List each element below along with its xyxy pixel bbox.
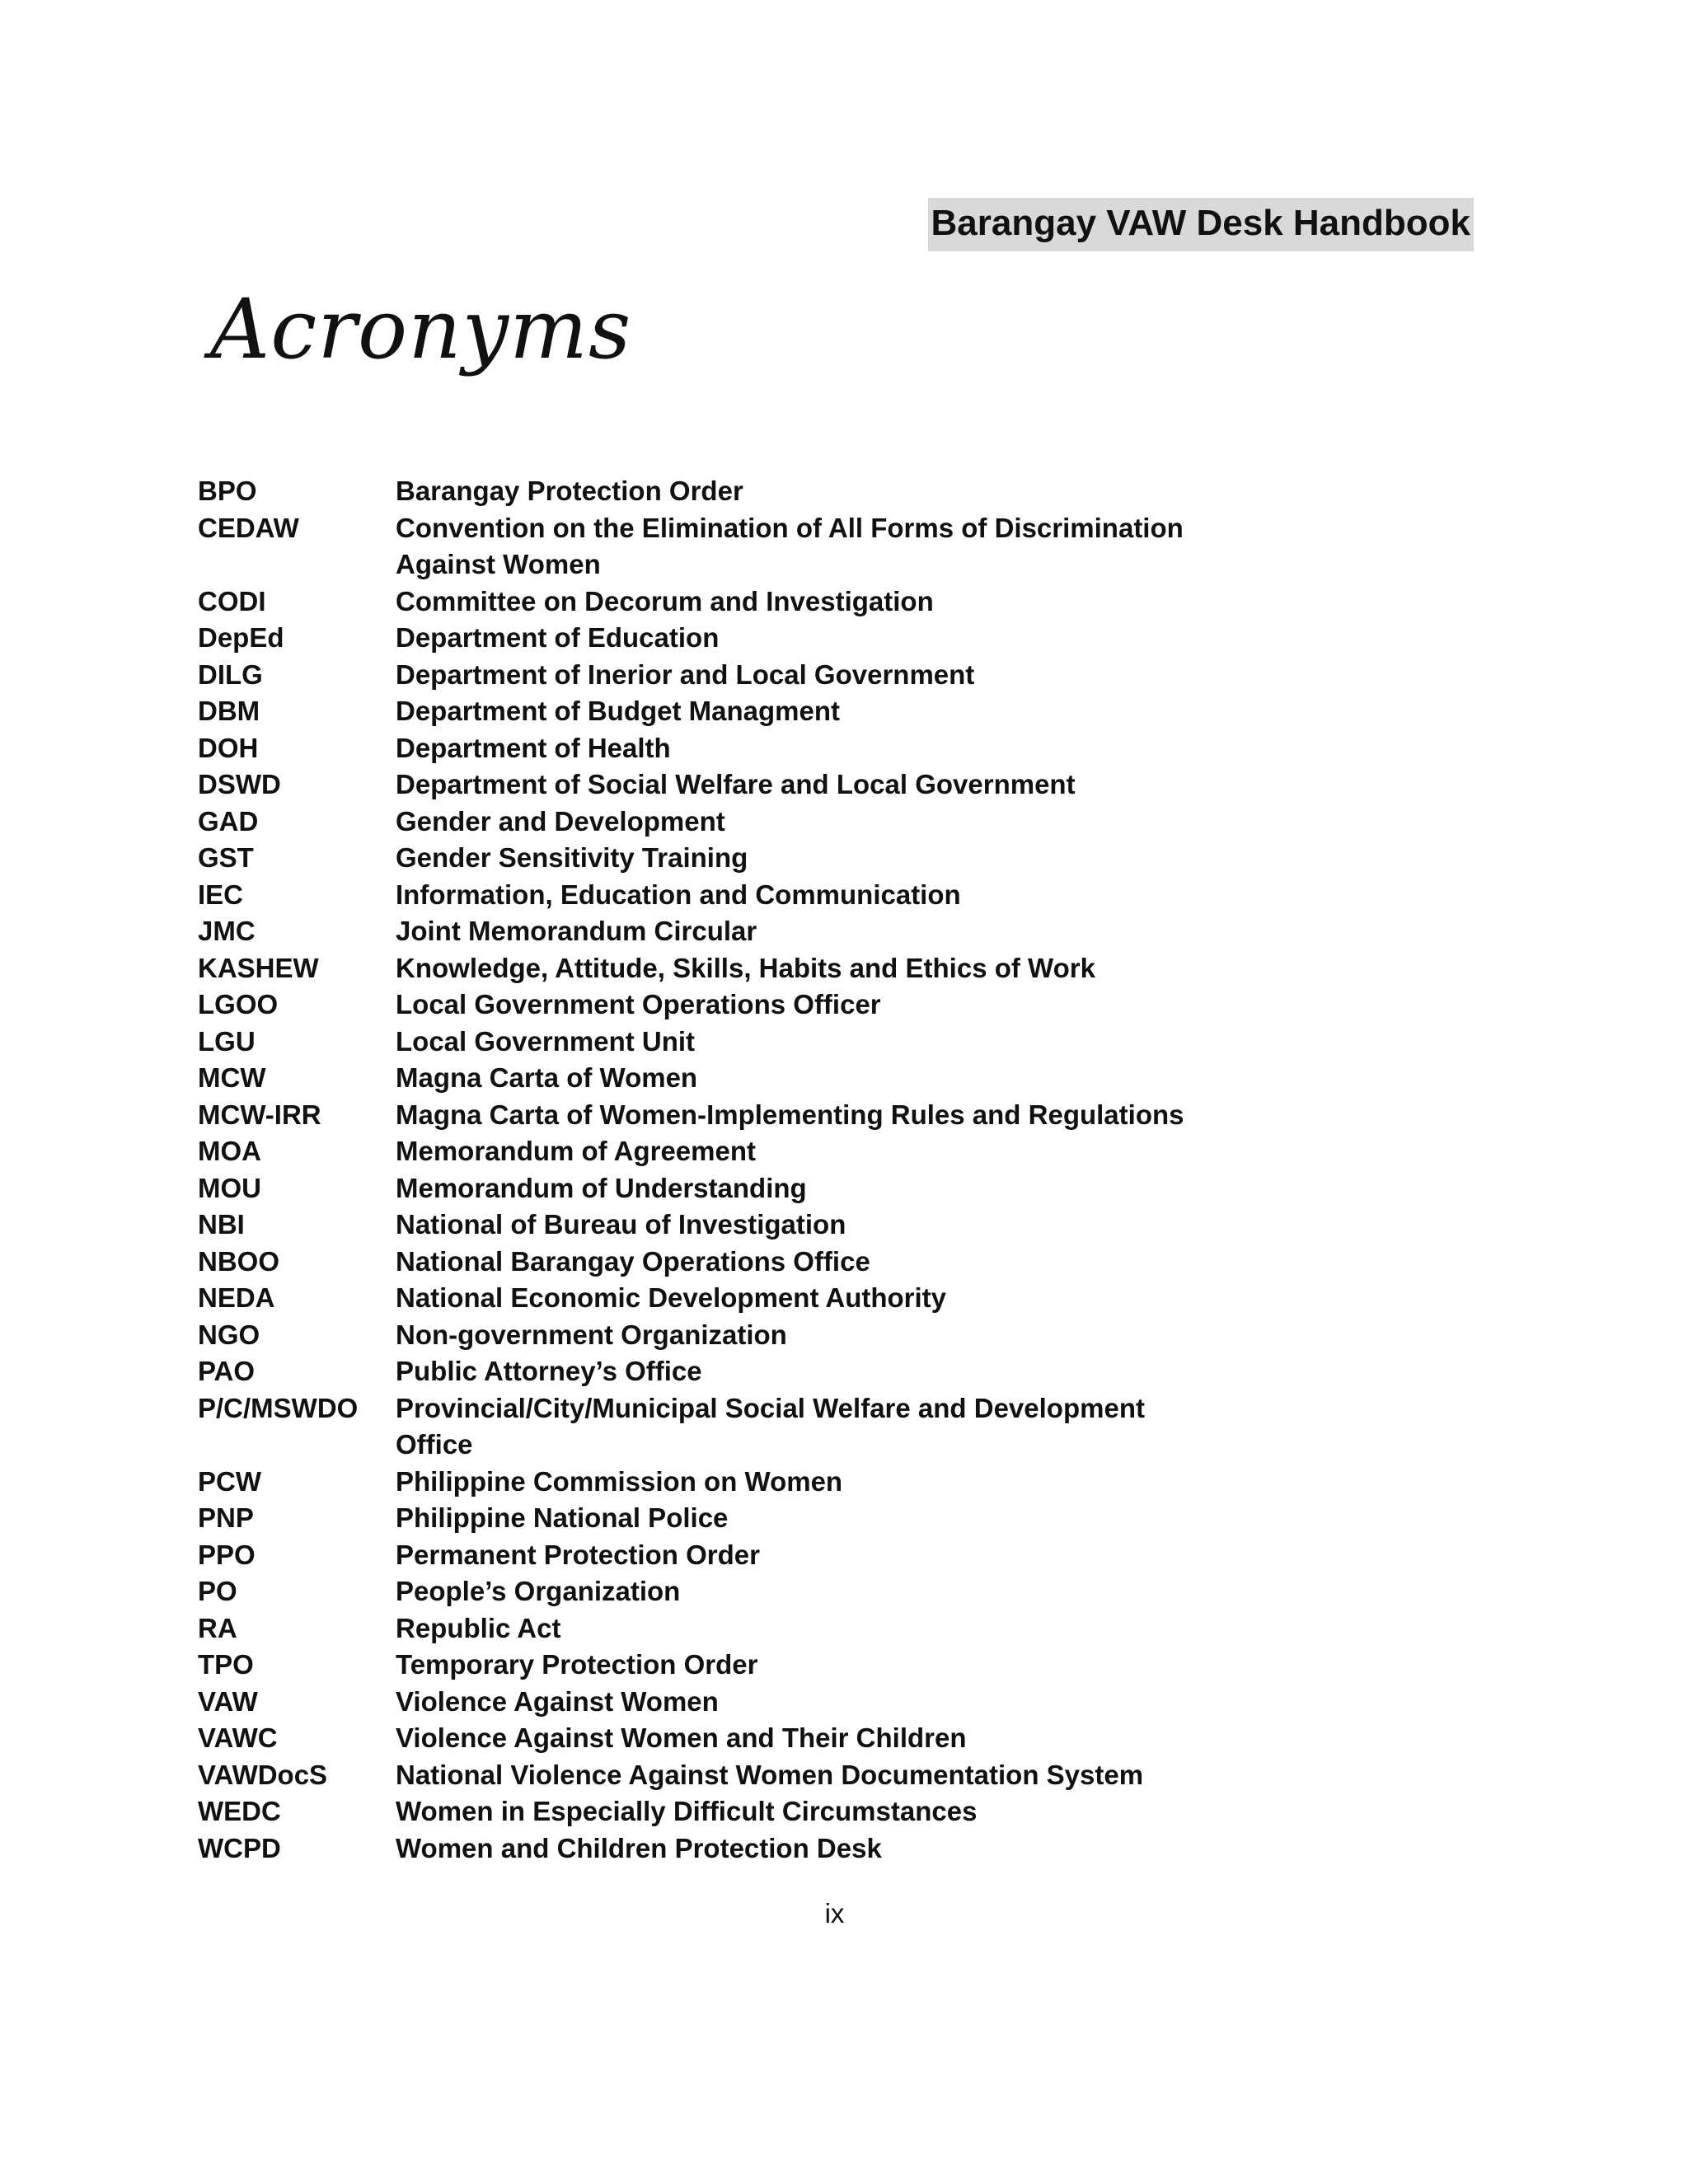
- acronym-term: DSWD: [198, 769, 281, 799]
- list-item: [198, 1464, 1269, 1501]
- list-item: [198, 1280, 1269, 1317]
- list-item: [198, 840, 1269, 877]
- acronym-term: NEDA: [198, 1282, 275, 1313]
- list-item: [198, 1390, 1269, 1464]
- acronym-definition: Department of Budget Managment: [396, 696, 841, 726]
- acronym-term: CEDAW: [198, 512, 299, 543]
- list-item: [198, 1830, 1269, 1868]
- list-item: [198, 987, 1269, 1024]
- acronym-term: NBI: [198, 1209, 245, 1240]
- acronym-term: PAO: [198, 1356, 256, 1386]
- acronym-definition: National of Bureau of Investigation: [396, 1209, 846, 1240]
- acronym-definition: Memorandum of Agreement: [396, 1136, 756, 1166]
- acronym-definition: Philippine Commission on Women: [396, 1465, 843, 1497]
- list-item: [198, 1170, 1269, 1207]
- acronym-definition: Convention on the Elimination of All Forms of Discrimination Against Women: [396, 512, 1184, 579]
- list-item: [198, 1647, 1269, 1684]
- acronym-definition: Department of Social Welfare and Local Government: [396, 769, 1076, 799]
- acronym-term: VAWC: [198, 1722, 278, 1753]
- list-item: [198, 1573, 1269, 1610]
- list-item: [198, 1793, 1269, 1830]
- list-item: [198, 693, 1269, 730]
- acronym-term: CODI: [198, 585, 266, 616]
- acronym-definition: Violence Against Women and Their Children: [396, 1722, 967, 1753]
- acronym-definition: Republic Act: [396, 1612, 561, 1643]
- acronym-term: MOU: [198, 1172, 261, 1203]
- list-item: [198, 510, 1269, 583]
- acronym-term: NGO: [198, 1319, 260, 1350]
- acronym-term: JMC: [198, 916, 256, 946]
- acronym-term: PO: [198, 1576, 237, 1606]
- acronym-definition: Department of Education: [396, 622, 720, 653]
- acronym-term: PNP: [198, 1502, 254, 1533]
- acronym-definition: Joint Memorandum Circular: [396, 916, 757, 946]
- list-item: [198, 766, 1269, 804]
- acronym-term: KASHEW: [198, 952, 319, 983]
- list-item: [198, 913, 1269, 950]
- acronym-term: RA: [198, 1612, 237, 1643]
- acronym-definition: Committee on Decorum and Investigation: [396, 585, 934, 616]
- acronym-definition: National Economic Development Authority: [396, 1282, 947, 1313]
- acronym-term: DepEd: [198, 622, 284, 653]
- list-item: [198, 1097, 1269, 1134]
- acronym-definition: People’s Organization: [396, 1576, 681, 1606]
- page-number: ix: [824, 1898, 845, 1929]
- acronym-definition: Department of Inerior and Local Government: [396, 658, 975, 690]
- acronym-definition: Memorandum of Understanding: [396, 1172, 807, 1203]
- acronym-term: WCPD: [198, 1832, 281, 1863]
- list-item: [198, 1500, 1269, 1537]
- acronym-definition: Non-government Organization: [396, 1319, 787, 1350]
- list-item: [198, 1757, 1269, 1794]
- acronym-definition: Local Government Unit: [396, 1025, 696, 1057]
- acronym-definition: Magna Carta of Women-Implementing Rules and Regulations: [396, 1099, 1184, 1130]
- list-item: [198, 1024, 1269, 1061]
- acronym-term: VAWDocS: [198, 1759, 328, 1790]
- list-item: [198, 1537, 1269, 1574]
- running-header-title: Barangay VAW Desk Handbook: [928, 198, 1474, 251]
- list-item: [198, 804, 1269, 841]
- acronym-term: TPO: [198, 1649, 254, 1680]
- acronym-definition: Department of Health: [396, 732, 671, 763]
- list-item: [198, 1720, 1269, 1757]
- list-item: [198, 473, 1269, 510]
- list-item: [198, 877, 1269, 914]
- acronym-term: PCW: [198, 1465, 261, 1497]
- acronym-term: PPO: [198, 1539, 256, 1570]
- acronym-term: LGU: [198, 1025, 256, 1057]
- acronym-term: P/C/MSWDO: [198, 1392, 359, 1423]
- acronym-definition: Knowledge, Attitude, Skills, Habits and Ethics of Work: [396, 952, 1095, 983]
- list-item: [198, 1060, 1269, 1097]
- acronym-definition: Gender Sensitivity Training: [396, 842, 748, 873]
- acronym-list: [198, 473, 1269, 1867]
- acronym-term: DILG: [198, 658, 263, 690]
- acronym-definition: Local Government Operations Officer: [396, 989, 881, 1019]
- acronym-term: BPO: [198, 476, 257, 506]
- list-item: [198, 657, 1269, 694]
- acronym-definition: Information, Education and Communication: [396, 879, 961, 910]
- acronym-definition: Women and Children Protection Desk: [396, 1832, 882, 1863]
- list-item: [198, 1207, 1269, 1244]
- list-item: [198, 620, 1269, 657]
- acronym-definition: Gender and Development: [396, 805, 725, 837]
- acronym-term: IEC: [198, 879, 244, 910]
- acronym-term: MOA: [198, 1136, 261, 1166]
- list-item: [198, 1610, 1269, 1647]
- acronym-term: MCW: [198, 1062, 266, 1093]
- list-item: [198, 1353, 1269, 1390]
- acronym-term: MCW-IRR: [198, 1099, 321, 1130]
- acronym-definition: Violence Against Women: [396, 1685, 719, 1717]
- list-item: [198, 730, 1269, 767]
- acronym-definition: National Violence Against Women Documentation System: [396, 1759, 1144, 1790]
- acronym-term: WEDC: [198, 1796, 281, 1826]
- list-item: [198, 1244, 1269, 1281]
- list-item: [198, 1133, 1269, 1170]
- list-item: [198, 950, 1269, 987]
- acronym-definition: Provincial/City/Municipal Social Welfare and Development Office: [396, 1392, 1145, 1460]
- acronym-definition: Public Attorney’s Office: [396, 1356, 702, 1386]
- acronym-definition: Magna Carta of Women: [396, 1062, 698, 1093]
- acronym-term: VAW: [198, 1685, 258, 1717]
- list-item: [198, 1684, 1269, 1721]
- page-title: Acronyms: [210, 281, 632, 377]
- acronym-term: NBOO: [198, 1245, 279, 1277]
- acronym-term: DBM: [198, 696, 260, 726]
- acronym-definition: Temporary Protection Order: [396, 1649, 758, 1680]
- acronym-definition: National Barangay Operations Office: [396, 1245, 870, 1277]
- acronym-term: GST: [198, 842, 254, 873]
- acronym-definition: Philippine National Police: [396, 1502, 729, 1533]
- acronym-definition: Women in Especially Difficult Circumstances: [396, 1796, 978, 1826]
- acronym-definition: Barangay Protection Order: [396, 476, 743, 506]
- acronym-definition: Permanent Protection Order: [396, 1539, 760, 1570]
- acronym-term: LGOO: [198, 989, 279, 1019]
- list-item: [198, 1317, 1269, 1354]
- acronym-term: DOH: [198, 732, 259, 763]
- acronym-term: GAD: [198, 805, 259, 837]
- list-item: [198, 583, 1269, 621]
